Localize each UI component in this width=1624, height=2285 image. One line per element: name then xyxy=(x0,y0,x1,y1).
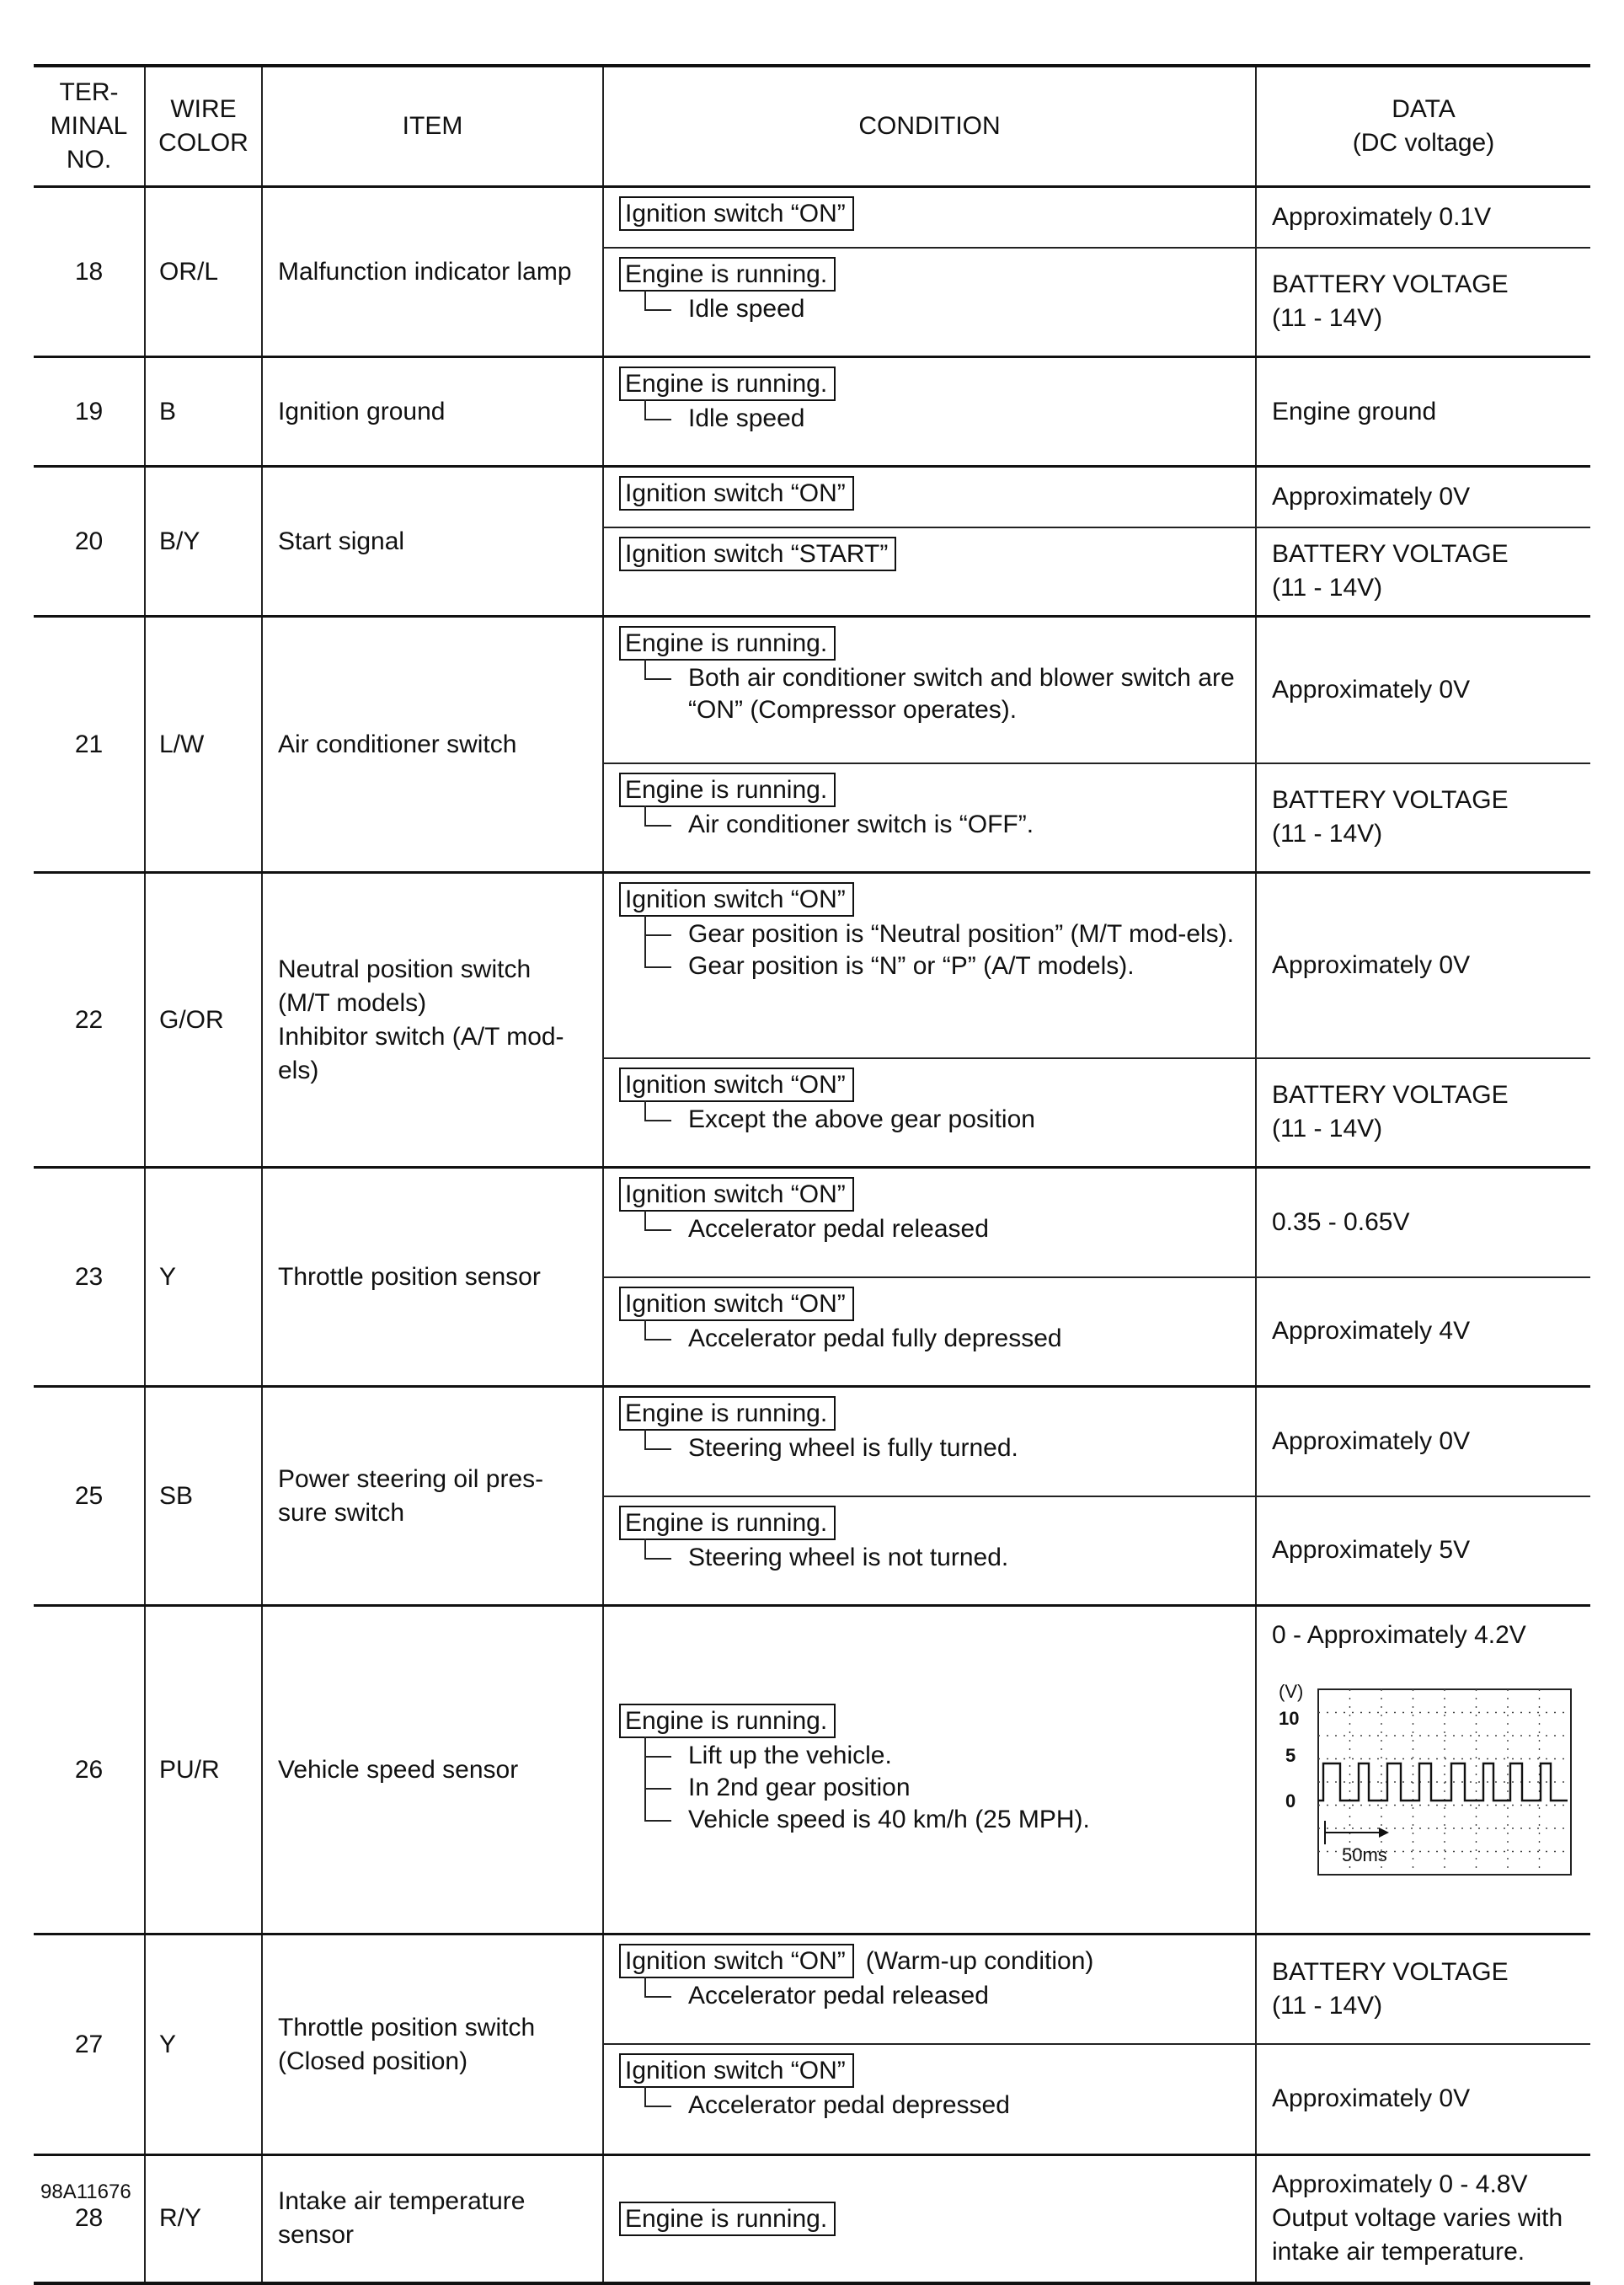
condition-tree xyxy=(644,918,1243,982)
condition-box: Ignition switch “ON” xyxy=(619,2053,854,2088)
wire-color: R/Y xyxy=(145,2155,262,2283)
terminal-number: 21 xyxy=(34,617,145,873)
table-row xyxy=(34,1934,1590,2044)
wire-color: G/OR xyxy=(145,873,262,1168)
terminal-number: 20 xyxy=(34,467,145,617)
condition-box: Ignition switch “ON” xyxy=(619,882,854,917)
condition-tree xyxy=(644,809,1243,841)
terminal-number: 27 xyxy=(34,1934,145,2155)
condition-tree xyxy=(644,293,1243,325)
terminal-number: 28 xyxy=(34,2155,145,2283)
item-name: Throttle position switch (Closed position) xyxy=(262,1934,603,2155)
condition-box: Engine is running. xyxy=(619,626,836,661)
waveform-svg xyxy=(1272,1672,1575,1883)
data-cell xyxy=(1256,1934,1590,2044)
condition-branch: Except the above gear position xyxy=(644,1104,1243,1136)
condition-cell xyxy=(603,873,1256,1058)
data-value: Approximately 4V xyxy=(1272,1317,1471,1346)
terminal-number: 22 xyxy=(34,873,145,1168)
condition-cell xyxy=(603,467,1256,527)
condition-cell xyxy=(603,763,1256,873)
wire-color: OR/L xyxy=(145,187,262,357)
data-value: Approximately 0V xyxy=(1272,2084,1471,2113)
data-cell xyxy=(1256,1606,1590,1934)
wire-color: L/W xyxy=(145,617,262,873)
data-cell xyxy=(1256,763,1590,873)
terminal-number: 25 xyxy=(34,1387,145,1606)
wire-color: B xyxy=(145,357,262,467)
data-cell xyxy=(1256,617,1590,763)
condition-cell xyxy=(603,1387,1256,1496)
figure-code: 98A11676 xyxy=(40,2181,131,2203)
condition-branch: Steering wheel is not turned. xyxy=(644,1542,1243,1574)
table-row xyxy=(34,1387,1590,1496)
wire-color: Y xyxy=(145,1168,262,1387)
condition-cell xyxy=(603,1058,1256,1168)
condition-branch: In 2nd gear position xyxy=(644,1772,1243,1804)
condition-branch: Air conditioner switch is “OFF”. xyxy=(644,809,1243,841)
condition-tree xyxy=(644,1213,1243,1245)
waveform-tick-label: 0 xyxy=(1285,1790,1296,1811)
condition-branch: Vehicle speed is 40 km/h (25 MPH). xyxy=(644,1804,1243,1836)
condition-tree xyxy=(644,1432,1243,1464)
data-cell xyxy=(1256,467,1590,527)
wire-color: Y xyxy=(145,1934,262,2155)
item-name: Throttle position sensor xyxy=(262,1168,603,1387)
condition-tree xyxy=(644,1542,1243,1574)
data-cell xyxy=(1256,873,1590,1058)
header-data: DATA (DC voltage) xyxy=(1256,66,1590,187)
data-value: Approximately 0V xyxy=(1272,482,1471,511)
terminal-number: 23 xyxy=(34,1168,145,1387)
condition-box: Ignition switch “ON” xyxy=(619,196,854,231)
condition-cell xyxy=(603,1606,1256,1934)
condition-cell xyxy=(603,1168,1256,1277)
condition-branch: Accelerator pedal released xyxy=(644,1980,1243,2012)
waveform-unit-label: (V) xyxy=(1279,1681,1304,1702)
data-value: BATTERY VOLTAGE (11 - 14V) xyxy=(1272,270,1509,333)
data-value: 0.35 - 0.65V xyxy=(1272,1207,1410,1236)
table-row xyxy=(34,617,1590,763)
condition-box: Engine is running. xyxy=(619,257,836,292)
table-row xyxy=(34,873,1590,1058)
condition-cell xyxy=(603,1934,1256,2044)
header-condition: CONDITION xyxy=(603,66,1256,187)
condition-branch: Accelerator pedal released xyxy=(644,1213,1243,1245)
condition-box: Ignition switch “ON” xyxy=(619,476,854,511)
condition-note: (Warm-up condition) xyxy=(865,1947,1094,1975)
data-value: BATTERY VOLTAGE (11 - 14V) xyxy=(1272,1081,1509,1143)
table-body xyxy=(34,187,1590,2283)
item-name: Vehicle speed sensor xyxy=(262,1606,603,1934)
terminal-data-table-sheet xyxy=(34,64,1590,2285)
data-value: Approximately 0V xyxy=(1272,950,1471,979)
data-value: Approximately 0V xyxy=(1272,675,1471,704)
vehicle-speed-waveform xyxy=(1272,1672,1579,1892)
data-value: 0 - Approximately 4.2V xyxy=(1272,1621,1526,1649)
condition-box: Ignition switch “ON” xyxy=(619,1068,854,1102)
condition-tree xyxy=(644,2090,1243,2122)
data-value: Approximately 0.1V xyxy=(1272,202,1492,231)
data-cell xyxy=(1256,187,1590,248)
item-name: Power steering oil pres- sure switch xyxy=(262,1387,603,1606)
condition-cell xyxy=(603,1277,1256,1387)
condition-box: Ignition switch “ON” xyxy=(619,1177,854,1212)
condition-branch: Idle speed xyxy=(644,403,1243,435)
condition-box: Engine is running. xyxy=(619,1704,836,1738)
item-name: Malfunction indicator lamp xyxy=(262,187,603,357)
condition-branch: Idle speed xyxy=(644,293,1243,325)
condition-cell xyxy=(603,357,1256,467)
data-value: Approximately 5V xyxy=(1272,1536,1471,1565)
table-row xyxy=(34,1606,1590,1934)
condition-branch: Accelerator pedal depressed xyxy=(644,2090,1243,2122)
data-value: BATTERY VOLTAGE (11 - 14V) xyxy=(1272,786,1509,848)
time-scale-label: 50ms xyxy=(1342,1844,1387,1865)
condition-branch: Lift up the vehicle. xyxy=(644,1740,1243,1772)
data-cell xyxy=(1256,1168,1590,1277)
condition-cell xyxy=(603,1496,1256,1606)
wire-color: SB xyxy=(145,1387,262,1606)
condition-branch: Both air conditioner switch and blower switch are “ON” (Compressor operates). xyxy=(644,662,1243,726)
condition-box: Ignition switch “ON” xyxy=(619,1944,854,1978)
condition-cell xyxy=(603,2155,1256,2283)
table-row xyxy=(34,467,1590,527)
data-value: Approximately 0 - 4.8V Output voltage varies with intake air temperature. xyxy=(1272,2170,1563,2266)
condition-box: Engine is running. xyxy=(619,2202,836,2236)
item-name: Intake air temperature sensor xyxy=(262,2155,603,2283)
condition-box: Engine is running. xyxy=(619,773,836,807)
condition-branch: Accelerator pedal fully depressed xyxy=(644,1323,1243,1355)
condition-tree xyxy=(644,662,1243,726)
waveform-tick-label: 10 xyxy=(1279,1708,1300,1729)
condition-box: Ignition switch “ON” xyxy=(619,1287,854,1321)
data-cell xyxy=(1256,527,1590,617)
terminal-number: 18 xyxy=(34,187,145,357)
condition-box: Engine is running. xyxy=(619,1506,836,1540)
table-row xyxy=(34,2155,1590,2283)
terminal-table xyxy=(34,64,1590,2285)
condition-tree xyxy=(644,1740,1243,1836)
condition-box: Ignition switch “START” xyxy=(619,537,896,571)
data-cell xyxy=(1256,1058,1590,1168)
condition-branch: Gear position is “Neutral position” (M/T mod-els). xyxy=(644,918,1243,950)
wire-color: B/Y xyxy=(145,467,262,617)
data-cell xyxy=(1256,2044,1590,2155)
data-cell xyxy=(1256,248,1590,357)
header-row xyxy=(34,66,1590,187)
data-cell xyxy=(1256,1387,1590,1496)
data-cell xyxy=(1256,1277,1590,1387)
condition-tree xyxy=(644,1323,1243,1355)
condition-branch: Gear position is “N” or “P” (A/T models). xyxy=(644,950,1243,982)
waveform-tick-label: 5 xyxy=(1285,1745,1296,1766)
condition-cell xyxy=(603,617,1256,763)
terminal-number: 19 xyxy=(34,357,145,467)
header-item: ITEM xyxy=(262,66,603,187)
wire-color: PU/R xyxy=(145,1606,262,1934)
data-value: Engine ground xyxy=(1272,397,1437,425)
condition-cell xyxy=(603,248,1256,357)
data-value: BATTERY VOLTAGE (11 - 14V) xyxy=(1272,540,1509,602)
condition-tree xyxy=(644,403,1243,435)
condition-tree xyxy=(644,1104,1243,1136)
condition-cell xyxy=(603,2044,1256,2155)
item-name: Air conditioner switch xyxy=(262,617,603,873)
condition-branch: Steering wheel is fully turned. xyxy=(644,1432,1243,1464)
condition-cell xyxy=(603,527,1256,617)
condition-box: Engine is running. xyxy=(619,1396,836,1431)
item-name: Ignition ground xyxy=(262,357,603,467)
condition-box: Engine is running. xyxy=(619,367,836,401)
data-value: BATTERY VOLTAGE (11 - 14V) xyxy=(1272,1957,1509,2020)
item-name: Neutral position switch (M/T models) Inhibitor switch (A/T mod- els) xyxy=(262,873,603,1168)
data-value: Approximately 0V xyxy=(1272,1426,1471,1455)
header-terminal: TER- MINAL NO. xyxy=(34,66,145,187)
time-scale-arrow xyxy=(1379,1827,1389,1838)
condition-cell xyxy=(603,187,1256,248)
data-cell xyxy=(1256,357,1590,467)
item-name: Start signal xyxy=(262,467,603,617)
data-cell xyxy=(1256,2155,1590,2283)
table-row xyxy=(34,1168,1590,1277)
table-row xyxy=(34,187,1590,248)
header-wire-color: WIRE COLOR xyxy=(145,66,262,187)
table-row xyxy=(34,357,1590,467)
condition-tree xyxy=(644,1980,1243,2012)
terminal-number: 26 xyxy=(34,1606,145,1934)
data-cell xyxy=(1256,1496,1590,1606)
